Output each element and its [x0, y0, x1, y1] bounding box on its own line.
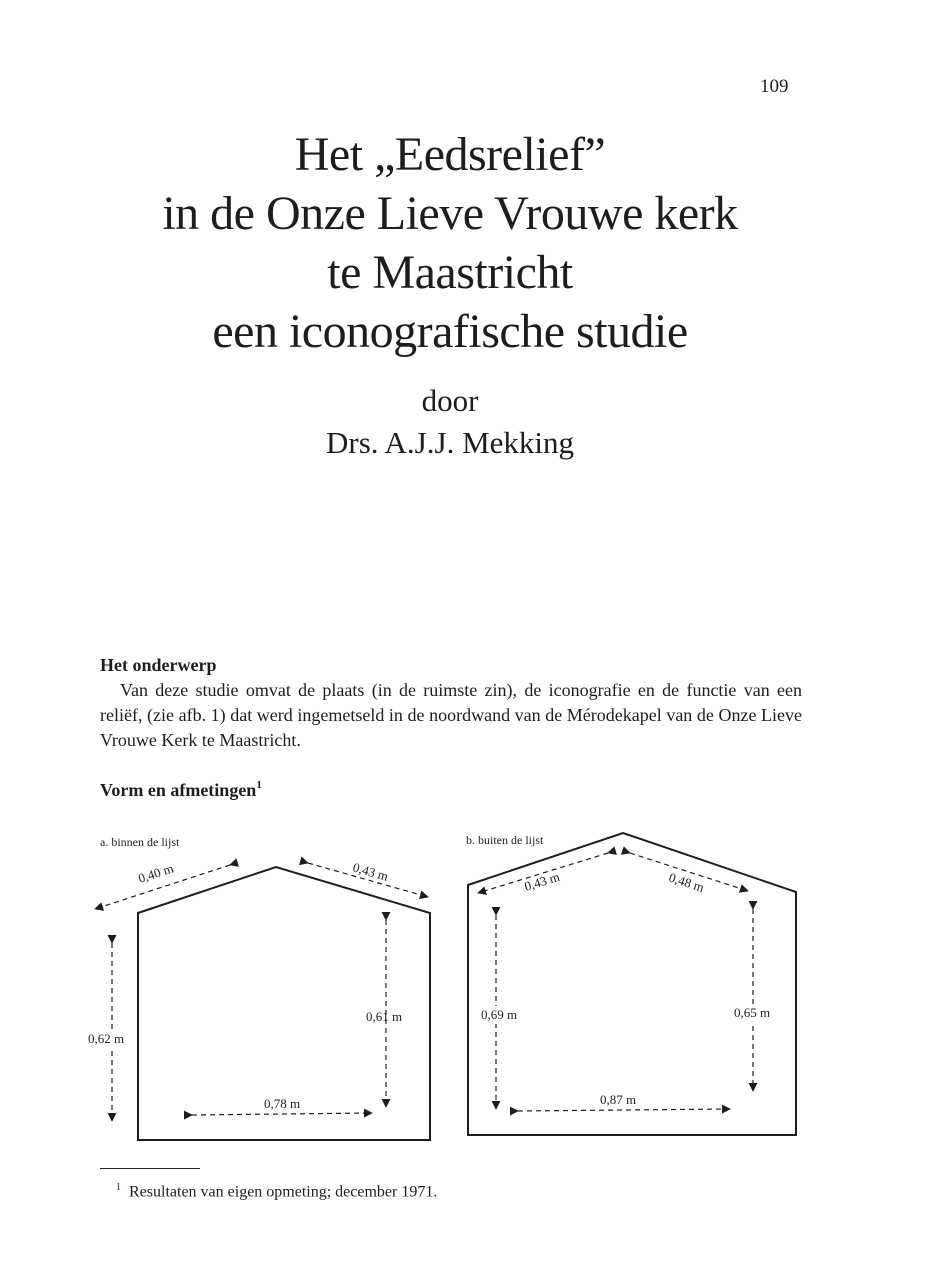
section-heading-form — [100, 780, 262, 801]
byline-by: door — [421, 383, 479, 418]
diagram-b-outline — [468, 833, 796, 1135]
diagram-b — [466, 833, 796, 1135]
diagram-b-right-height-label: 0,65 m — [734, 1005, 771, 1020]
footnote-text: Resultaten van eigen opmeting; december 1971. — [129, 1183, 438, 1201]
title-line-3: te Maastricht — [327, 246, 573, 299]
diagram-a-right-slope-label: 0,43 m — [351, 859, 391, 884]
section-heading-form-text: Vorm en afmetingen — [100, 780, 257, 800]
diagram-b-right-slope-label: 0,48 m — [667, 869, 707, 896]
diagram-b-width-label: 0,87 m — [600, 1092, 637, 1107]
measurement-diagrams — [80, 825, 820, 1155]
section-heading-subject: Het onderwerp — [100, 655, 217, 675]
author-name: Drs. A.J.J. Mekking — [325, 425, 574, 460]
diagram-a-left-slope-label: 0,40 m — [136, 860, 176, 886]
footnote-ref: 1 — [256, 779, 262, 791]
diagram-a-left-height-label: 0,62 m — [88, 1031, 125, 1046]
diagram-b-left-slope-label: 0,43 m — [522, 868, 562, 894]
diagram-a-caption: a. binnen de lijst — [100, 835, 180, 849]
diagram-a-width-arrow — [192, 1113, 372, 1115]
paragraph-text: Van deze studie omvat de plaats (in de ruimste zin), de iconografie en de functie van een reliëf, (zie afb. 1) dat werd ingemetseld in de noordwand van de Mérodekapel van de Onze Lieve Vrouwe Kerk te Maastricht. — [100, 680, 802, 750]
diagram-b-caption: b. buiten de lijst — [466, 833, 544, 847]
diagram-b-width-arrow — [518, 1109, 730, 1111]
diagram-b-left-height-label: 0,69 m — [481, 1007, 518, 1022]
article-title — [100, 125, 800, 361]
page-number: 109 — [760, 76, 789, 97]
diagram-a-right-height-label: 0,61 m — [366, 1009, 403, 1024]
title-line-1: Het „Eedsrelief” — [294, 128, 606, 181]
title-line-4: een iconografische studie — [212, 305, 688, 358]
diagram-a — [84, 835, 430, 1140]
byline — [100, 380, 800, 464]
footnote-rule — [100, 1168, 200, 1169]
diagram-a-width-label: 0,78 m — [264, 1096, 301, 1111]
footnote — [116, 1182, 437, 1201]
title-line-2: in de Onze Lieve Vrouwe kerk — [162, 187, 738, 240]
footnote-marker: 1 — [116, 1182, 121, 1193]
section-paragraph — [100, 678, 802, 753]
